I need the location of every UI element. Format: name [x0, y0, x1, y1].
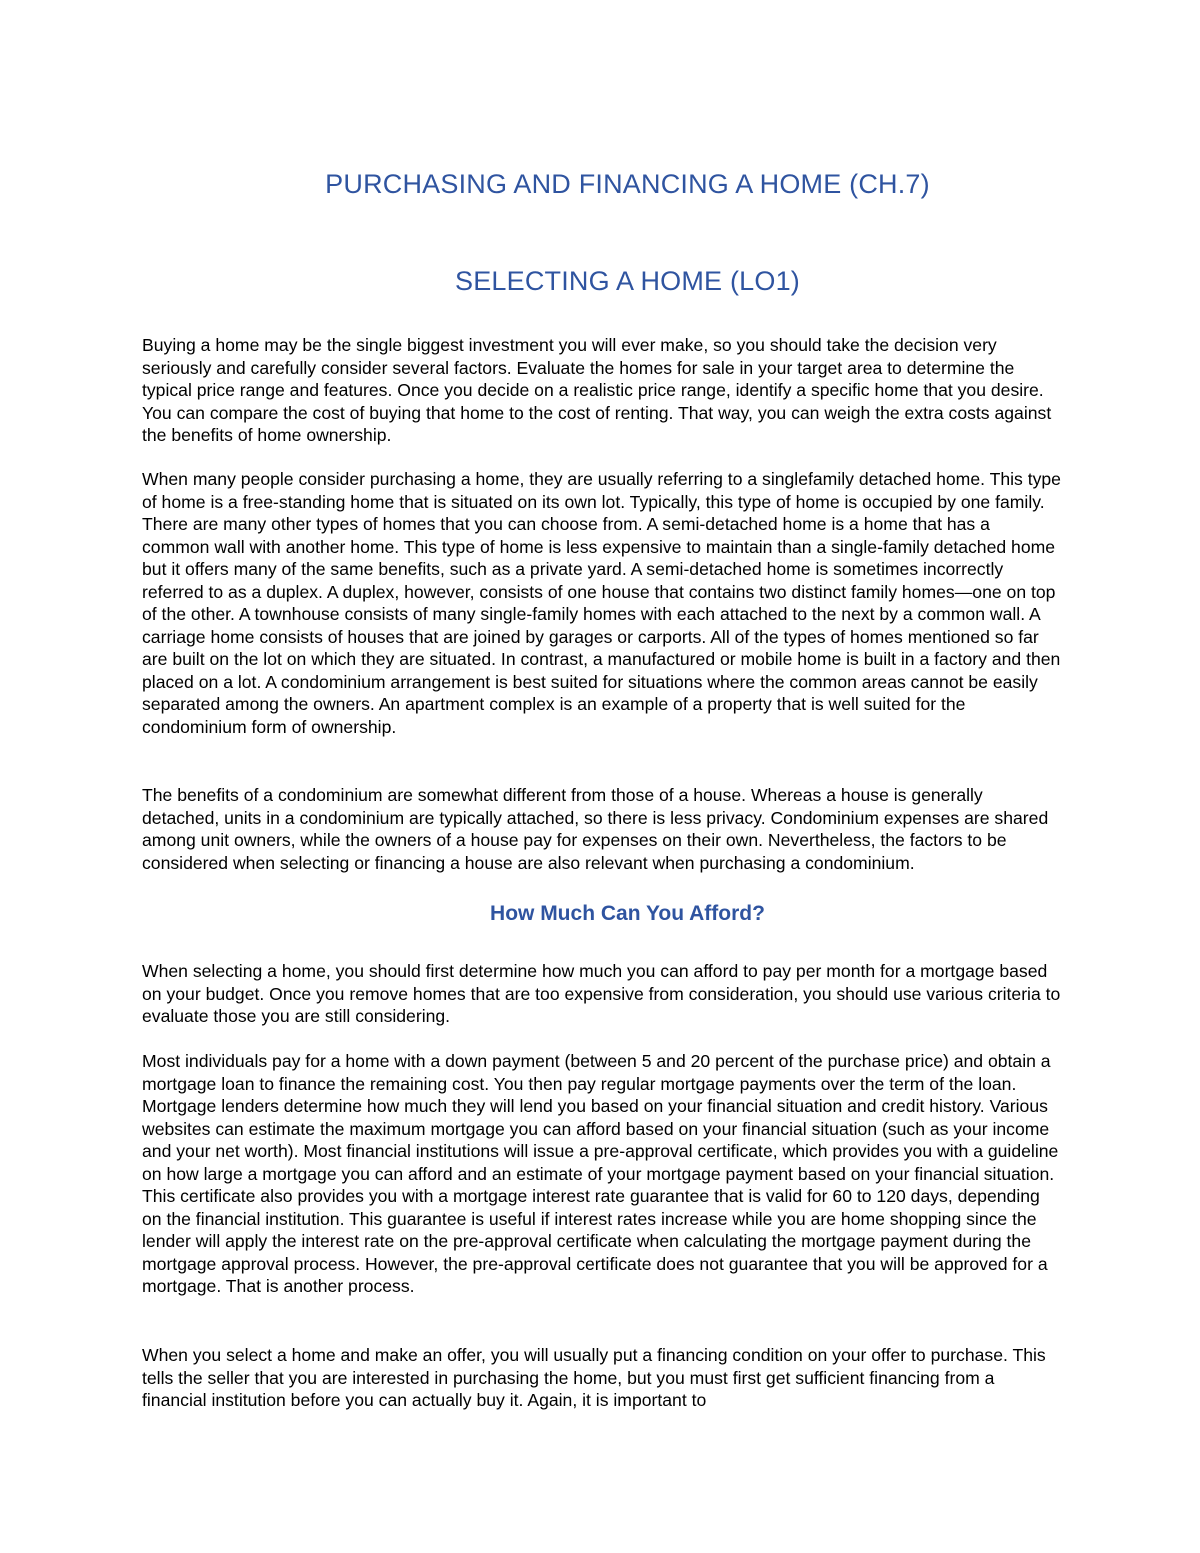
- paragraph: Buying a home may be the single biggest investment you will ever make, so you should take the decision very seriously and carefully consider several factors. Evaluate the homes for sale in your target area to determine the typical price range and features. Once you decide on a realistic price range, identify a specific home that you desire. You can compare the cost of buying that home to the cost of renting. That way, you can weigh the extra costs against the benefits of home ownership.: [142, 335, 1052, 445]
- paragraph: The benefits of a condominium are somewhat different from those of a house. Whereas a house is generally detached, units in a condominium are typically attached, so there is less privacy. Condominium expenses are shared among unit owners, while the owners of a house pay for expenses on their own. Nevertheless, the factors to be considered when selecting or financing a house are also relevant when purchasing a condominium.: [142, 785, 1049, 873]
- paragraph: Most individuals pay for a home with a down payment (between 5 and 20 percent of the purchase price) and obtain a mortgage loan to finance the remaining cost. You then pay regular mortgage payments over the term of the loan. Mortgage lenders determine how much they will lend you based on your financial situation and credit history. Various websites can estimate the maximum mortgage you can afford based on your financial situation (such as your income and your net worth). Most financial institutions will issue a pre-approval certificate, which provides you with a guideline on how large a mortgage you can afford and an estimate of your mortgage payment based on your financial situation. This certificate also provides you with a mortgage interest rate guarantee that is valid for 60 to 120 days, depending on the financial institution. This guarantee is useful if interest rates increase while you are home shopping since the lender will apply the interest rate on the pre-approval certificate when calculating the mortgage payment during the mortgage approval process. However, the pre-approval certificate does not guarantee that you will be approved for a mortgage. That is another process.: [142, 1051, 1059, 1296]
- section-title: SELECTING A HOME (LO1): [455, 266, 800, 296]
- paragraph: When selecting a home, you should first determine how much you can afford to pay per month for a mortgage based on your budget. Once you remove homes that are too expensive from consideration, you should use various criteria to evaluate those you are still considering.: [142, 961, 1061, 1026]
- paragraph: When many people consider purchasing a home, they are usually referring to a singlefamily detached home. This type of home is a free-standing home that is situated on its own lot. Typically, this type of home is occupied by one family. There are many other types of homes that you can choose from. A semi-detached home is a home that has a common wall with another home. This type of home is less expensive to maintain than a single-family detached home but it offers many of the same benefits, such as a private yard. A semi-detached home is sometimes incorrectly referred to as a duplex. A duplex, however, consists of one house that contains two distinct family homes—one on top of the other. A townhouse consists of many single-family homes with each attached to the next by a common wall. A carriage home consists of houses that are joined by garages or carports. All of the types of homes mentioned so far are built on the lot on which they are situated. In contrast, a manufactured or mobile home is built in a factory and then placed on a lot. A condominium arrangement is best suited for situations where the common areas cannot be easily separated among the owners. An apartment complex is an example of a property that is well suited for the condominium form of ownership.: [142, 469, 1061, 737]
- document-title: PURCHASING AND FINANCING A HOME (CH.7): [325, 169, 930, 199]
- paragraph: When you select a home and make an offer, you will usually put a financing condition on your offer to purchase. This tells the seller that you are interested in purchasing the home, but you must first get sufficient financing from a financial institution before you can actually buy it. Again, it is important to: [142, 1345, 1046, 1410]
- subheading: How Much Can You Afford?: [490, 902, 765, 925]
